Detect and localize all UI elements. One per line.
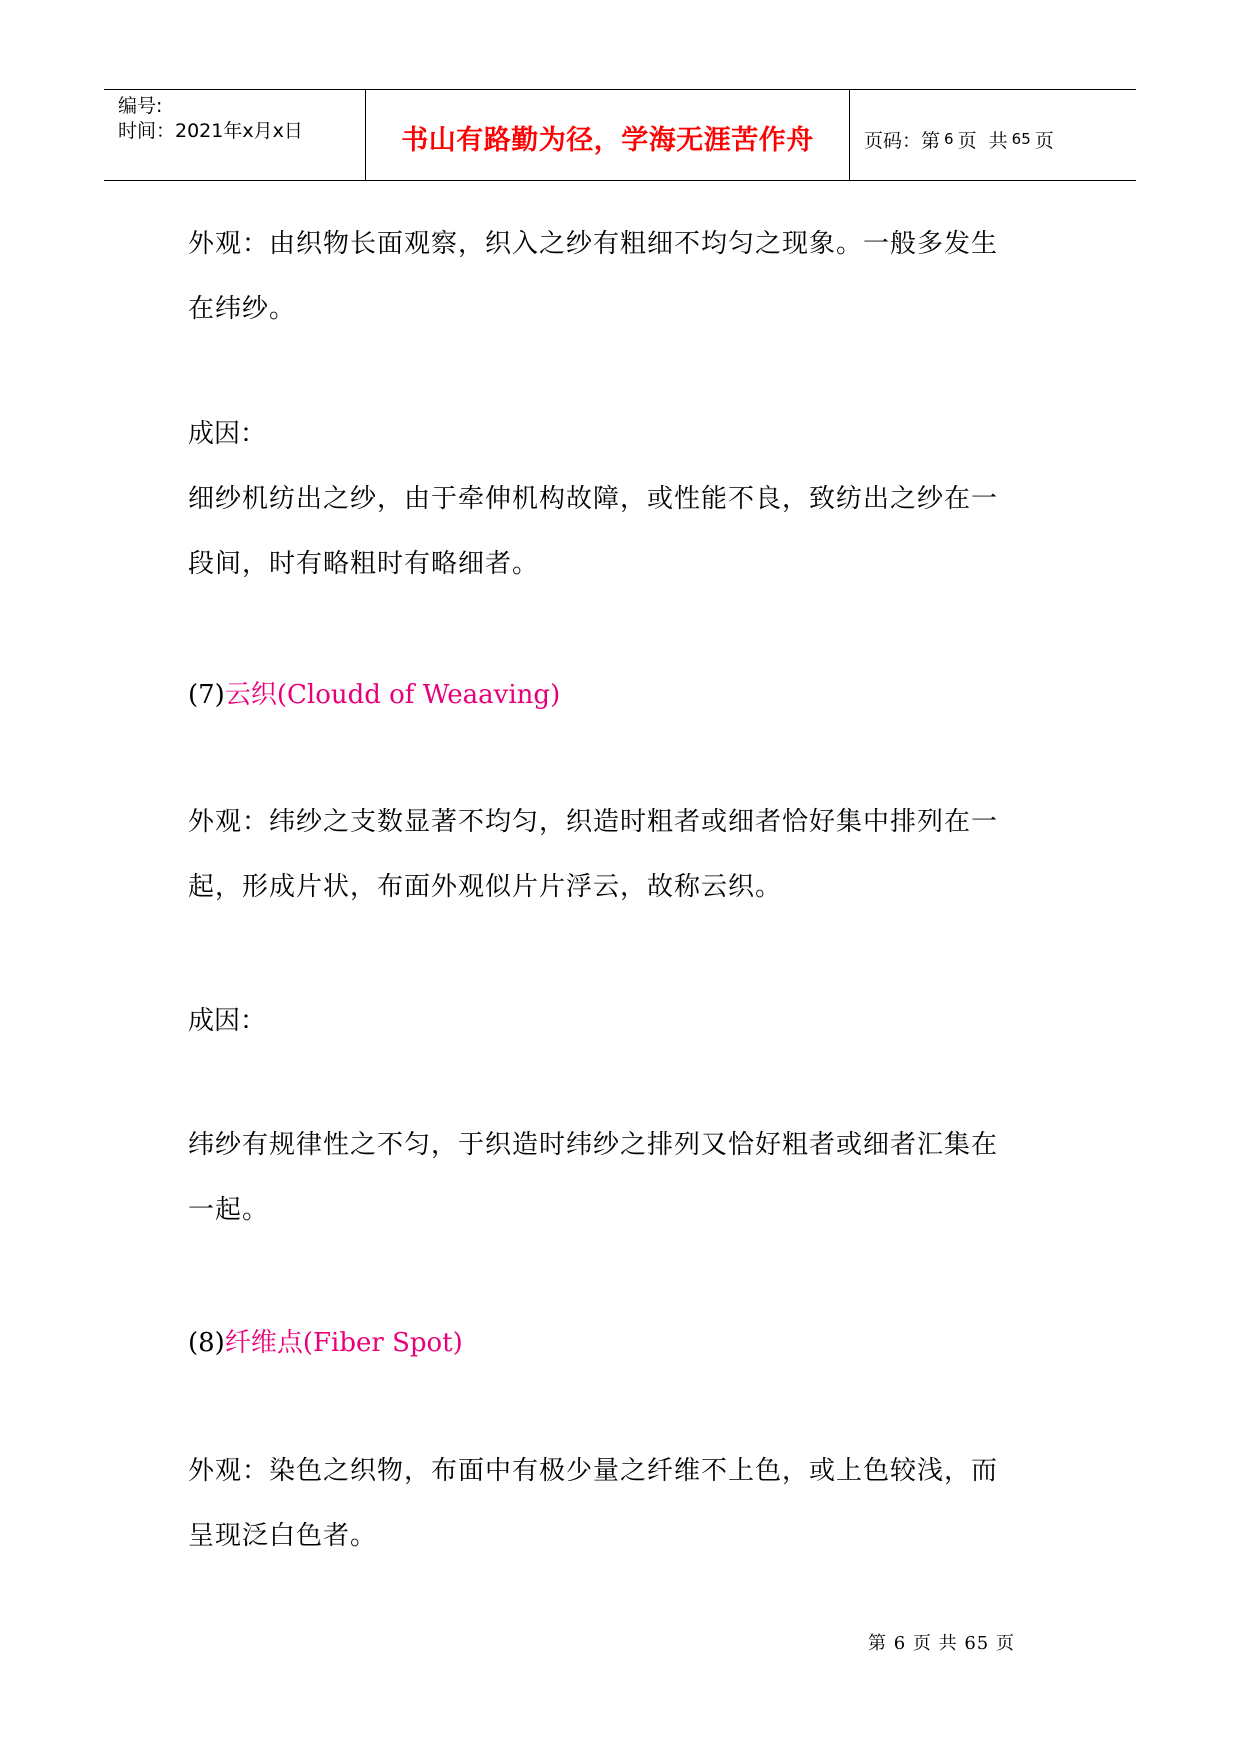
section-title: 纤维点(Fiber Spot)	[224, 1328, 463, 1358]
document-time-label: 时间：2021年x月x日	[118, 120, 303, 142]
section-heading-8	[188, 1323, 463, 1363]
text-line: 一起。	[188, 1195, 270, 1225]
text-line: 外观：纬纱之支数显著不均匀，织造时粗者或细者恰好集中排列在一	[188, 807, 999, 837]
text-line: 细纱机纺出之纱，由于牵伸机构故障，或性能不良，致纺出之纱在一	[188, 484, 999, 514]
header-meta-cell	[104, 90, 366, 180]
header-page-mid: 页 共	[957, 129, 1008, 152]
paragraph-cause-1	[188, 467, 1068, 597]
text-line: 外观：由织物长面观察，织入之纱有粗细不均匀之现象。一般多发生	[188, 229, 999, 259]
header-page-prefix: 页码：第	[864, 129, 941, 152]
section-heading-7	[188, 675, 560, 715]
header-page-suffix: 页	[1034, 129, 1054, 152]
cause-label-2: 成因：	[188, 1006, 267, 1036]
paragraph-cause-2	[188, 1113, 1068, 1243]
paragraph-appearance-2	[188, 790, 1068, 920]
text-line: 外观：染色之织物，布面中有极少量之纤维不上色，或上色较浅，而	[188, 1456, 999, 1486]
text-line: 在纬纱。	[188, 294, 297, 324]
header-page-total: 65	[1011, 130, 1031, 148]
section-number: (8)	[188, 1328, 225, 1358]
header-page-info	[850, 90, 1136, 184]
text-line: 段间，时有略粗时有略细者。	[188, 549, 540, 579]
text-line: 起，形成片状，布面外观似片片浮云，故称云织。	[188, 872, 783, 902]
document-header-table	[104, 89, 1136, 181]
paragraph-appearance-1	[188, 212, 1068, 342]
cause-label-1: 成因：	[188, 419, 267, 449]
text-line: 纬纱有规律性之不匀，于织造时纬纱之排列又恰好粗者或细者汇集在	[188, 1130, 999, 1160]
header-motto: 书山有路勤为径，学海无涯苦作舟	[366, 90, 850, 180]
header-page-current: 6	[944, 130, 954, 148]
page-footer: 第 6 页 共 65 页	[868, 1633, 1015, 1654]
paragraph-appearance-3	[188, 1439, 1068, 1569]
text-line: 呈现泛白色者。	[188, 1521, 378, 1551]
section-title: 云织(Cloudd of Weaaving)	[224, 680, 561, 710]
document-number-label: 编号:	[118, 95, 163, 117]
section-number: (7)	[188, 680, 225, 710]
